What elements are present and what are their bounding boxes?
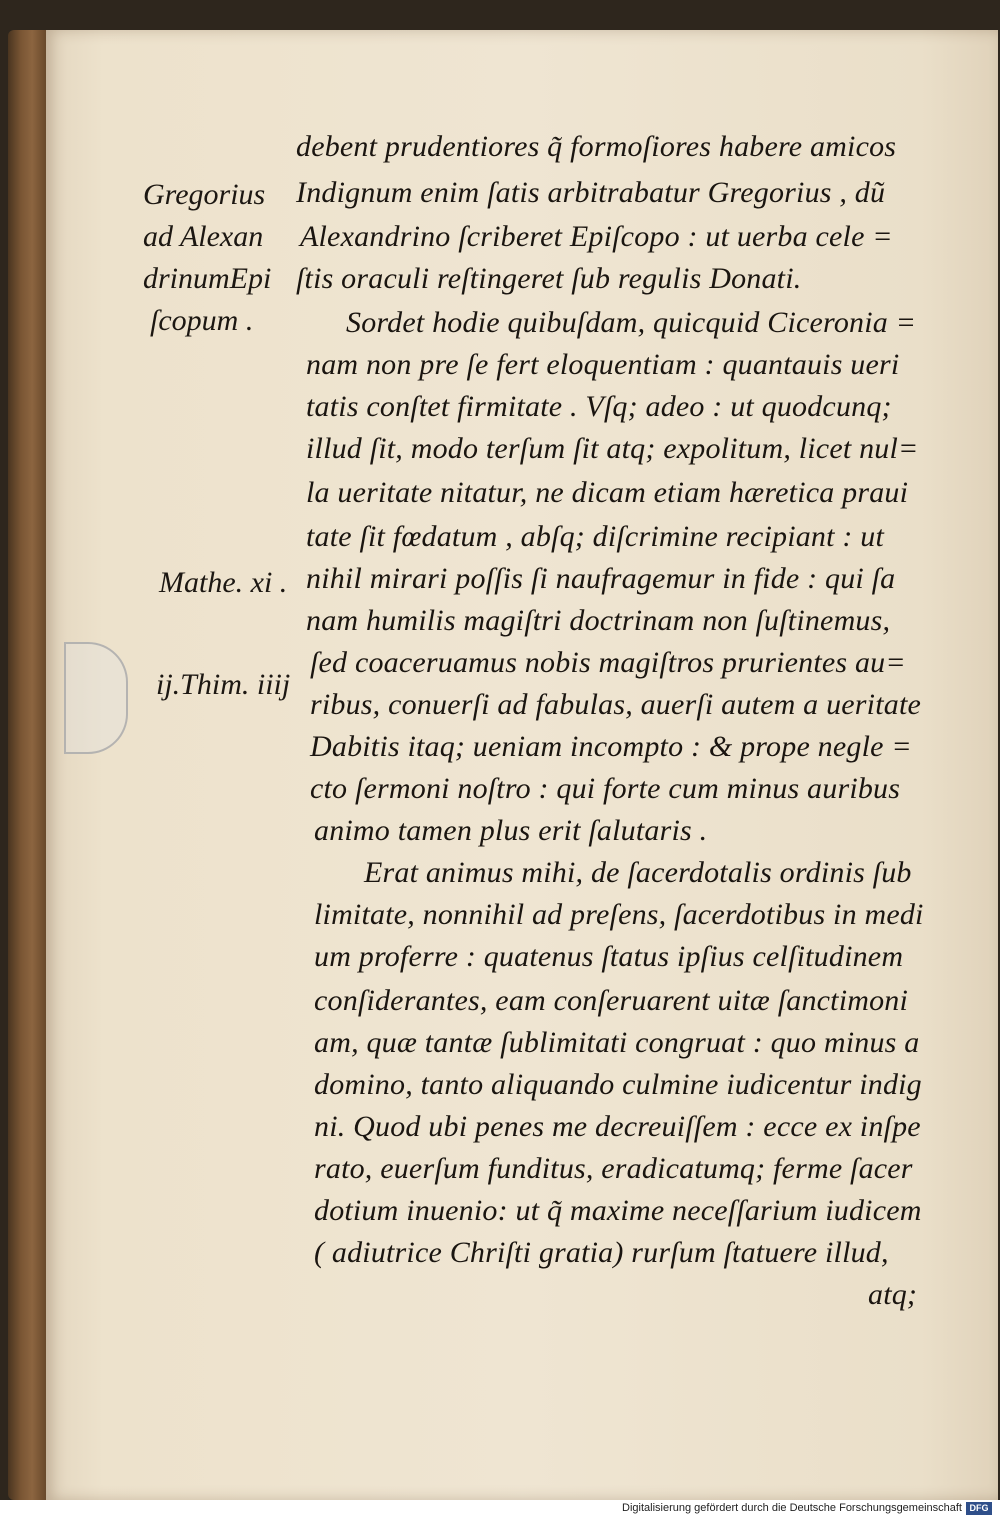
text-line: Indignum enim ſatis arbitrabatur Gregorius , dũ — [296, 176, 886, 209]
text-line: Erat animus mihi, de ſacerdotalis ordinis ſub — [364, 856, 912, 889]
page-clip — [64, 642, 128, 754]
text-line: dotium inuenio: ut q̃ maxime neceſſarium iudicem — [314, 1194, 922, 1227]
text-line: Dabitis itaq; ueniam incompto : & prope negle = — [310, 730, 912, 763]
text-line: tatis conſtet firmitate . Vſq; adeo : ut quodcunq; — [306, 390, 892, 423]
text-line: ſtis oraculi reſtingeret ſub regulis Donati. — [296, 262, 802, 295]
text-line: debent prudentiores q̃ formoſiores habere amicos — [296, 130, 897, 163]
book-page — [46, 30, 998, 1500]
text-line: limitate, nonnihil ad preſens, ſacerdotibus in medi — [314, 898, 924, 931]
margin-note: ſcopum . — [150, 304, 254, 337]
text-line: am, quæ tantæ ſublimitati congruat : quo minus a — [314, 1026, 920, 1059]
funding-credit: Digitalisierung gefördert durch die Deutsche Forschungsgemeinschaft — [622, 1502, 962, 1514]
text-line: nihil mirari poſſis ſi naufragemur in fide : qui ſa — [306, 562, 896, 595]
text-line: Alexandrino ſcriberet Epiſcopo : ut uerba cele = — [300, 220, 893, 253]
text-line: nam non pre ſe fert eloquentiam : quantauis ueri — [306, 348, 900, 381]
margin-note: Mathe. xi . — [159, 566, 288, 599]
text-line: Sordet hodie quibuſdam, quicquid Ciceronia = — [346, 306, 917, 339]
text-line: domino, tanto aliquando culmine iudicentur indig — [314, 1068, 922, 1101]
margin-note: drinumEpi — [143, 262, 272, 295]
text-line: ſed coaceruamus nobis magiſtros prurientes au= — [310, 646, 906, 679]
text-line: ( adiutrice Chriſti gratia) rurſum ſtatuere illud, — [314, 1236, 889, 1269]
text-line: nam humilis magiſtri doctrinam non ſuſtinemus, — [306, 604, 891, 637]
footer-bar — [0, 1500, 1000, 1518]
text-line: rato, euerſum funditus, eradicatumq; ferme ſacer — [314, 1152, 913, 1185]
dfg-logo: DFG — [966, 1502, 992, 1515]
text-line: la ueritate nitatur, ne dicam etiam hæretica praui — [306, 476, 909, 509]
margin-note: Gregorius — [143, 178, 266, 211]
text-line: ni. Quod ubi penes me decreuiſſem : ecce ex inſpe — [314, 1110, 921, 1143]
margin-note: ad Alexan — [143, 220, 264, 253]
text-line: tate ſit fœdatum , abſq; diſcrimine recipiant : ut — [306, 520, 884, 553]
text-line: ribus, conuerſi ad fabulas, auerſi autem a ueritate — [310, 688, 921, 721]
text-line: conſiderantes, eam conſeruarent uitæ ſanctimoni — [314, 984, 909, 1017]
margin-note: ij.Thim. iiij — [156, 668, 291, 701]
catchword: atq; — [868, 1278, 918, 1311]
text-line: cto ſermoni noſtro : qui forte cum minus auribus — [310, 772, 901, 805]
text-line: um proferre : quatenus ſtatus ipſius celſitudinem — [314, 940, 904, 973]
text-line: animo tamen plus erit ſalutaris . — [314, 814, 708, 847]
text-line: illud ſit, modo terſum ſit atq; expolitum, licet nul= — [306, 432, 919, 465]
